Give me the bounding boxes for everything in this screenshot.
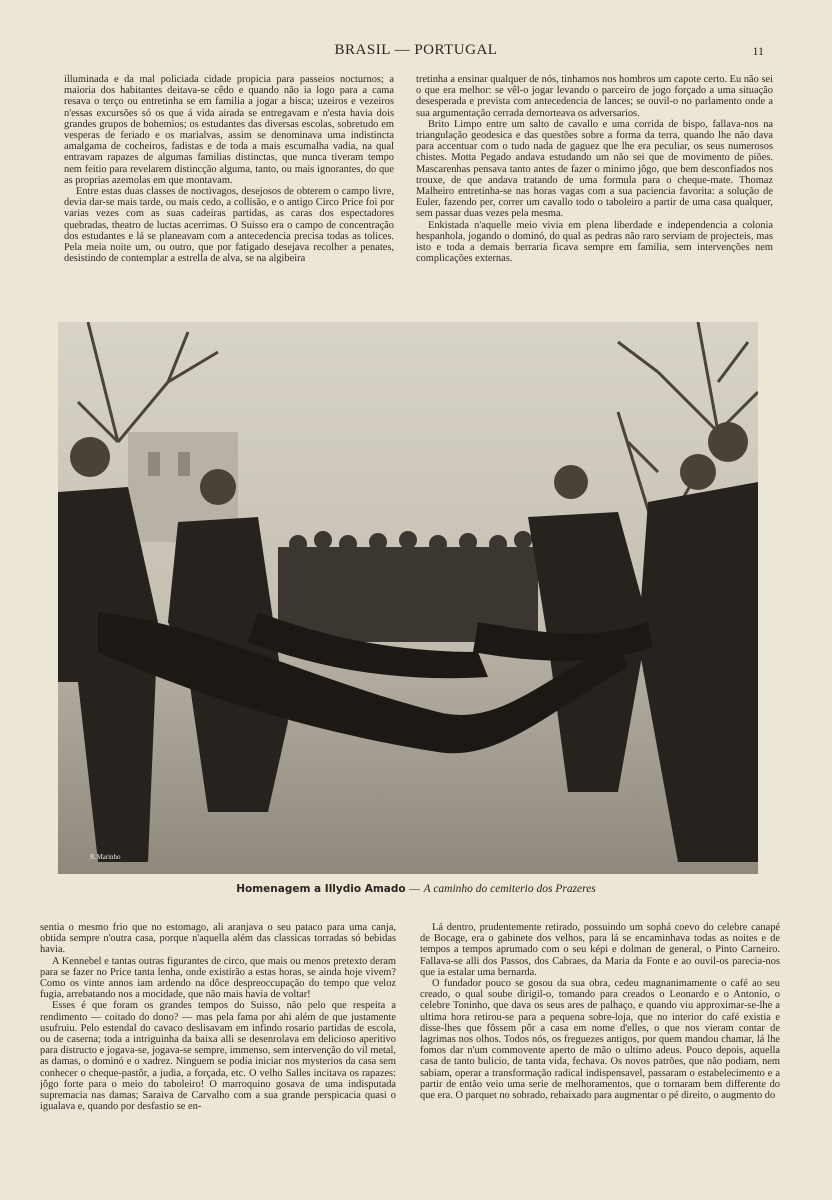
paragraph: illuminada e da mal policiada cidade propicia para passeios nocturnos; a maioria dos habitantes deitava-se cêdo e quando não ia logo para a cama resava o terço ou entretinha se em familia a jogar a bisca; uzeiros e vezeiros n'essas excursões só os que á vida airada se entregavam e n'esta havia dois grandes grupos de bohemios; os estudantes das diversas escolas, sobretudo em vesperas de feriado e os marialvas, assim se denominava uma indistincta amalgama de cocheiros, fadistas e de toda a mais escumalha vadia, na qual entravam rapazes de algumas familias distinctas, que nunca tiveram tempo nem feitio para revelarem distincção alguma, tanto, ou mais ignorantes, do que as proprias azemolas em que montavam.	[64, 74, 394, 186]
photo-caption	[0, 882, 832, 895]
column-top-right	[416, 74, 773, 302]
caption-subtitle: A caminho do cemiterio dos Prazeres	[423, 883, 596, 895]
paragraph: Enkistada n'aquelle meio vivia em plena liberdade e independencia a colonia hespanhola, jogando o dominó, do qual as pedras não raro serviam de projecteis, mas isto e toda a demais berraria ficava sempre em familia, sem intervenções nem complicações externas.	[416, 219, 773, 265]
column-bottom-left	[40, 922, 396, 1184]
paragraph: Lá dentro, prudentemente retirado, possuindo um sophá coevo do celebre canapé de Bocage, era o gabinete dos velhos, para lá se encaminhava todas as noites e de tempos a tempos aprumado com o seu képi e dolman de general, o Pinto Carneiro. Fallava-se alli dos Passos, dos Cabraes, da Maria da Fonte e ao ouvil-os parecia-nos que ia estalar uma bernarda.	[420, 922, 780, 978]
caption-separator: —	[409, 883, 421, 895]
running-header: BRASIL — PORTUGAL	[334, 42, 498, 58]
paragraph: Esses é que foram os grandes tempos do Suisso, não pelo que respeita a rendimento — coitado do dono? — mas pela fama por ahi além de que justamente usufruiu. Pelo estendal do cavaco deslisavam em infindo rosario partidas de escola, ou de caserna; toda a intriguinha da baixa alli se desenrolava em delicioso aperitivo para distructo e jogava-se, jogava-se sempre, immenso, sem intervenção do vil metal, as damas, o dominó e o xadrez. Ninguem se podia iniciar nos mysterios da casa sem conhecer o cheque-pastôr, a judia, a forçada, etc. O velho Salles incitava os rapazes: jôgo forte para o meio do taboleiro! O marroquino gosava de uma indisputada supremacia nas damas; Saraiva de Carvalho com a sua grande perspicacia quasi o igualava e, quando por desfastio se en-	[40, 1000, 396, 1113]
paragraph: sentia o mesmo frio que no estomago, ali aranjava o seu pataco para uma canja, obtida sempre n'outra casa, porque n'aquella além das classicas torradas só bebidas havia.	[40, 922, 396, 956]
column-bottom-right	[420, 922, 780, 1184]
page-number: 11	[752, 44, 764, 58]
paragraph: tretinha a ensinar qualquer de nós, tinhamos nos hombros um capote certo. Eu não sei o que era melhor: se vêl-o jogar levando o parceiro de jogo forçado a uma situação desesperada e prevista com antecedencia de lances; se ouvil-o no parlamento onde a sua argumentação cerrada dernorteava os adversarios.	[416, 74, 773, 119]
photographer-signature: R.Marinho	[90, 853, 121, 861]
column-top-left	[64, 74, 394, 302]
paragraph: Brito Limpo entre um salto de cavallo e uma corrida de bispo, fallava-nos na triangulação geodesica e das questões sobre a forma da terra, quando lhe não dava para accentuar com o tudo nada de gaguez que lhe era peculiar, os seus numerosos chistes. Motta Pegado andava estudando um não sei que de movimento de piões. Mascarenhas pensava tanto antes de fazer o minimo jôgo, que bem desconfiados nos trouxe, de que andava tratando de uma formula para o cheque-mate. Thomaz Malheiro entretinha-se nas horas vagas com a sua paciencia favorita: a solução de Euler, fazendo per, correr um cavallo todo o taboleiro a partir de uma casa qualquer, sem passar duas vezes pela mesma.	[416, 118, 773, 220]
paragraph: O fundador pouco se gosou da sua obra, cedeu magnanimamente o café ao seu creado, o qual soube dirigil-o, tomando para creados o Leonardo e o Antonio, o celebre Toninho, que dava os seus ares de palhaço, e quando viu approximar-se-lhe a ultima hora retirou-se para a pequena sobre-loja, que no interior do café existia e disse-lhes que fôssem pôr a casa em nome d'elles, o que nos vieram contar de lagrimas nos olhos. Todos nós, os freguezes antigos, por quem mandou chamar, lá lhe fomos dar n'um commovente aperto de mão o ultimo adeus. Pouco depois, aquella casa de tanto bulicio, de tanta vida, fechava. Os novos patrões, que não podiam, nem sabiam, operar a transformação radical indispensavel, passaram o estabelecimento e a partir de então veio uma serie de melhoramentos, que o tornaram bem differente do que era. O parquet no sobrado, rebaixado para augmentar o pé direito, o augmento do	[420, 978, 780, 1102]
funeral-procession-photo	[58, 322, 758, 874]
caption-title: Homenagem a Illydio Amado	[236, 883, 406, 895]
paragraph: Entre estas duas classes de noctivagos, desejosos de obterem o campo livre, devia dar-se mais tarde, ou mais cedo, a collisão, e o antigo Circo Price foi por varias vezes com as suas cadeiras partidas, as caras dos espectadores quebradas, theatro de luctas acerrimas. O Suisso era o campo de concentração dos estudantes e lá se planeavam com a antecedencia precisa todas as tolices. Pela meia noite um, ou outro, que por fatigado desejava recolher a penates, desistindo de contemplar a estrella de alva, se na algibeira	[64, 186, 394, 265]
paragraph: A Kennebel e tantas outras figurantes de circo, que mais ou menos pretexto deram para se fazer no Price tanta lenha, onde existirão a estas horas, se ainda hoje vivem? Como os vinte annos iam ardendo na dôce despreoccupação do tempo que veloz fugia, arrebatando nos a mocidade, que não mais havia de voltar!	[40, 955, 396, 1001]
